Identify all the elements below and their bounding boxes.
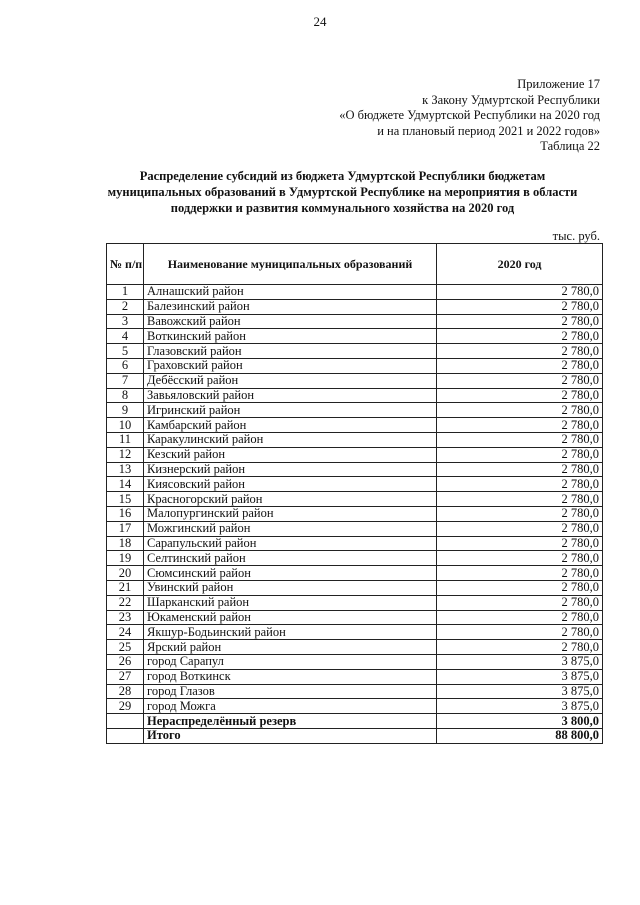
row-value: 2 780,0: [437, 536, 603, 551]
row-value: 2 780,0: [437, 329, 603, 344]
row-name: город Сарапул: [144, 654, 437, 669]
row-name: город Можга: [144, 699, 437, 714]
page-number: 24: [313, 14, 327, 29]
row-num: 28: [107, 684, 144, 699]
row-value: 2 780,0: [437, 625, 603, 640]
row-value: 2 780,0: [437, 492, 603, 507]
row-num: 8: [107, 388, 144, 403]
row-name: Сарапульский район: [144, 536, 437, 551]
row-num: 26: [107, 654, 144, 669]
header-name: Наименование муниципальных образований: [144, 244, 437, 285]
row-name: Шарканский район: [144, 595, 437, 610]
row-value: 2 780,0: [437, 388, 603, 403]
table-row: [107, 329, 603, 344]
row-name: Киясовский район: [144, 477, 437, 492]
table-row: [107, 492, 603, 507]
header-num: № п/п: [107, 244, 144, 285]
row-value: 2 780,0: [437, 418, 603, 433]
row-num: 11: [107, 432, 144, 447]
row-name: Воткинский район: [144, 329, 437, 344]
table-row: [107, 699, 603, 714]
row-name: город Воткинск: [144, 669, 437, 684]
table-row: [107, 418, 603, 433]
header-value: 2020 год: [437, 244, 603, 285]
row-value: 2 780,0: [437, 403, 603, 418]
table-row: [107, 388, 603, 403]
table-row: [107, 506, 603, 521]
row-value: 2 780,0: [437, 580, 603, 595]
row-value: 2 780,0: [437, 462, 603, 477]
total-value: 88 800,0: [437, 728, 603, 743]
table-row: [107, 669, 603, 684]
reserve-value: 3 800,0: [437, 714, 603, 729]
table-row: [107, 521, 603, 536]
row-name: Игринский район: [144, 403, 437, 418]
row-value: 2 780,0: [437, 373, 603, 388]
table-row: [107, 610, 603, 625]
row-value: 2 780,0: [437, 506, 603, 521]
table-row: [107, 566, 603, 581]
row-num: 14: [107, 477, 144, 492]
document-title: [80, 168, 605, 216]
row-name: Камбарский район: [144, 418, 437, 433]
units-label: тыс. руб.: [552, 229, 600, 243]
title-line: муниципальных образований в Удмуртской Республике на мероприятия в области: [107, 185, 578, 199]
row-num: 3: [107, 314, 144, 329]
row-name: Глазовский район: [144, 344, 437, 359]
row-num: 10: [107, 418, 144, 433]
row-num: 5: [107, 344, 144, 359]
row-name: Якшур-Бодьинский район: [144, 625, 437, 640]
appendix-line: «О бюджете Удмуртской Республики на 2020 год: [339, 108, 600, 122]
row-value: 2 780,0: [437, 566, 603, 581]
appendix-line: и на плановый период 2021 и 2022 годов»: [377, 123, 600, 138]
table-row: [107, 299, 603, 314]
row-num: 22: [107, 595, 144, 610]
subsidy-table: [106, 243, 603, 744]
row-name: город Глазов: [144, 684, 437, 699]
table-row: [107, 314, 603, 329]
row-num: 29: [107, 699, 144, 714]
row-value: 2 780,0: [437, 314, 603, 329]
row-num: 16: [107, 506, 144, 521]
row-name: Ярский район: [144, 640, 437, 655]
row-num: 23: [107, 610, 144, 625]
row-value: 3 875,0: [437, 699, 603, 714]
table-label: Таблица 22: [540, 139, 600, 153]
table-row: [107, 358, 603, 373]
row-num: 20: [107, 566, 144, 581]
table-row: [107, 285, 603, 300]
row-name: Малопургинский район: [144, 506, 437, 521]
table-row: [107, 595, 603, 610]
reserve-row: [107, 714, 603, 729]
row-num: 9: [107, 403, 144, 418]
row-name: Юкаменский район: [144, 610, 437, 625]
row-num: 19: [107, 551, 144, 566]
row-value: 2 780,0: [437, 432, 603, 447]
row-value: 2 780,0: [437, 344, 603, 359]
row-value: 2 780,0: [437, 299, 603, 314]
row-num: 4: [107, 329, 144, 344]
row-name: Граховский район: [144, 358, 437, 373]
row-num: 27: [107, 669, 144, 684]
row-value: 2 780,0: [437, 477, 603, 492]
row-num: 1: [107, 285, 144, 300]
row-value: 2 780,0: [437, 285, 603, 300]
row-name: Кизнерский район: [144, 462, 437, 477]
table-row: [107, 447, 603, 462]
row-name: Вавожский район: [144, 314, 437, 329]
row-name: Завьяловский район: [144, 388, 437, 403]
row-value: 3 875,0: [437, 669, 603, 684]
appendix-line: к Закону Удмуртской Республики: [422, 92, 600, 107]
table-row: [107, 551, 603, 566]
row-value: 2 780,0: [437, 595, 603, 610]
reserve-num: [107, 714, 144, 729]
table-row: [107, 684, 603, 699]
total-label: Итого: [144, 728, 437, 743]
row-num: 18: [107, 536, 144, 551]
row-name: Дебёсский район: [144, 373, 437, 388]
row-num: 13: [107, 462, 144, 477]
table-body: [107, 285, 603, 714]
row-name: Селтинский район: [144, 551, 437, 566]
title-line: поддержки и развития коммунального хозяйства на 2020 год: [170, 201, 515, 215]
row-name: Алнашский район: [144, 285, 437, 300]
row-value: 2 780,0: [437, 640, 603, 655]
row-num: 6: [107, 358, 144, 373]
row-num: 24: [107, 625, 144, 640]
row-value: 3 875,0: [437, 684, 603, 699]
table-row: [107, 403, 603, 418]
table-row: [107, 432, 603, 447]
row-value: 3 875,0: [437, 654, 603, 669]
row-num: 7: [107, 373, 144, 388]
table-row: [107, 625, 603, 640]
row-name: Увинский район: [144, 580, 437, 595]
row-name: Сюмсинский район: [144, 566, 437, 581]
row-num: 2: [107, 299, 144, 314]
row-name: Балезинский район: [144, 299, 437, 314]
row-name: Кезский район: [144, 447, 437, 462]
table-row: [107, 462, 603, 477]
row-value: 2 780,0: [437, 521, 603, 536]
table-header-row: [107, 244, 603, 285]
table-row: [107, 536, 603, 551]
total-row: [107, 728, 603, 743]
row-value: 2 780,0: [437, 358, 603, 373]
row-value: 2 780,0: [437, 551, 603, 566]
row-name: Каракулинский район: [144, 432, 437, 447]
row-num: 25: [107, 640, 144, 655]
reserve-label: Нераспределённый резерв: [144, 714, 437, 729]
row-num: 15: [107, 492, 144, 507]
table-row: [107, 373, 603, 388]
title-line: Распределение субсидий из бюджета Удмуртской Республики бюджетам: [139, 169, 546, 183]
table-row: [107, 477, 603, 492]
row-num: 21: [107, 580, 144, 595]
table-row: [107, 640, 603, 655]
row-num: 17: [107, 521, 144, 536]
row-value: 2 780,0: [437, 610, 603, 625]
total-num: [107, 728, 144, 743]
row-name: Можгинский район: [144, 521, 437, 536]
table-row: [107, 580, 603, 595]
row-num: 12: [107, 447, 144, 462]
table-row: [107, 654, 603, 669]
appendix-header: [339, 77, 600, 155]
row-value: 2 780,0: [437, 447, 603, 462]
table-row: [107, 344, 603, 359]
row-name: Красногорский район: [144, 492, 437, 507]
appendix-line: Приложение 17: [517, 77, 600, 91]
